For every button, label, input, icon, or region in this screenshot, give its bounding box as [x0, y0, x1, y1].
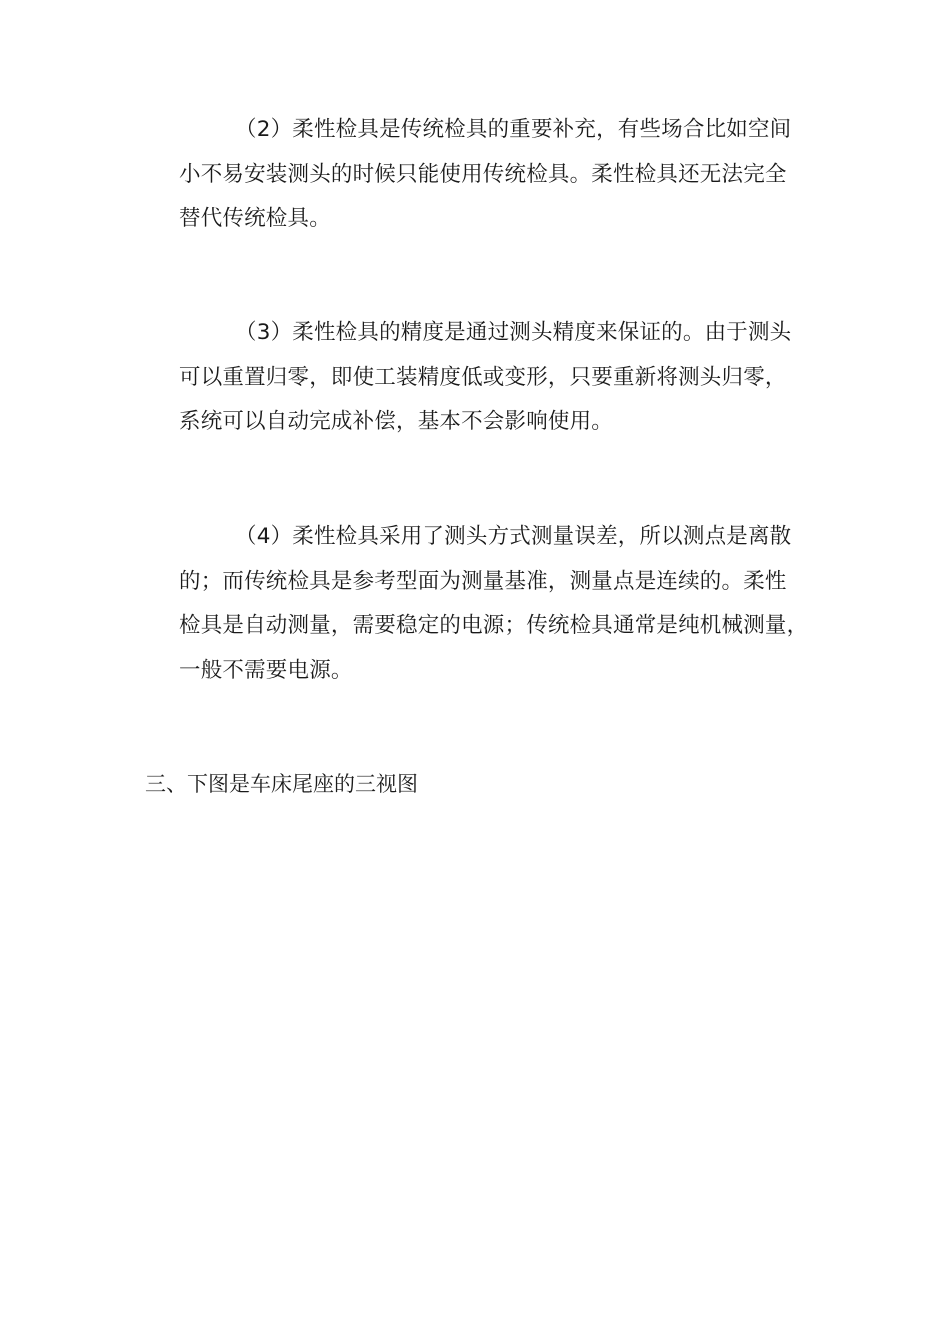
paragraph-line: （2）柔性检具是传统检具的重要补充，有些场合比如空间 [235, 117, 792, 142]
paragraph-4 [179, 515, 819, 693]
paragraph-line: 的；而传统检具是参考型面为测量基准，测量点是连续的。柔性 [179, 568, 787, 594]
paragraph-line: 小不易安装测头的时候只能使用传统检具。柔性检具还无法完全 [179, 161, 787, 187]
paragraph-line: 可以重置归零，即使工装精度低或变形，只要重新将测头归零， [179, 364, 787, 390]
paragraph-line: 替代传统检具。 [179, 206, 331, 231]
paragraph-2 [179, 108, 819, 242]
paragraph-line: 一般不需要电源。 [179, 657, 353, 683]
section-heading: 三、下图是车床尾座的三视图 [145, 772, 418, 796]
paragraph-line: （3）柔性检具的精度是通过测头精度来保证的。由于测头 [235, 320, 792, 345]
paragraph-line: 检具是自动测量，需要稳定的电源；传统检具通常是纯机械测量， [179, 613, 809, 638]
paragraph-line: 系统可以自动完成补偿，基本不会影响使用。 [179, 409, 614, 434]
paragraph-line: （4）柔性检具采用了测头方式测量误差，所以测点是离散 [235, 524, 792, 549]
paragraph-3 [179, 311, 819, 445]
